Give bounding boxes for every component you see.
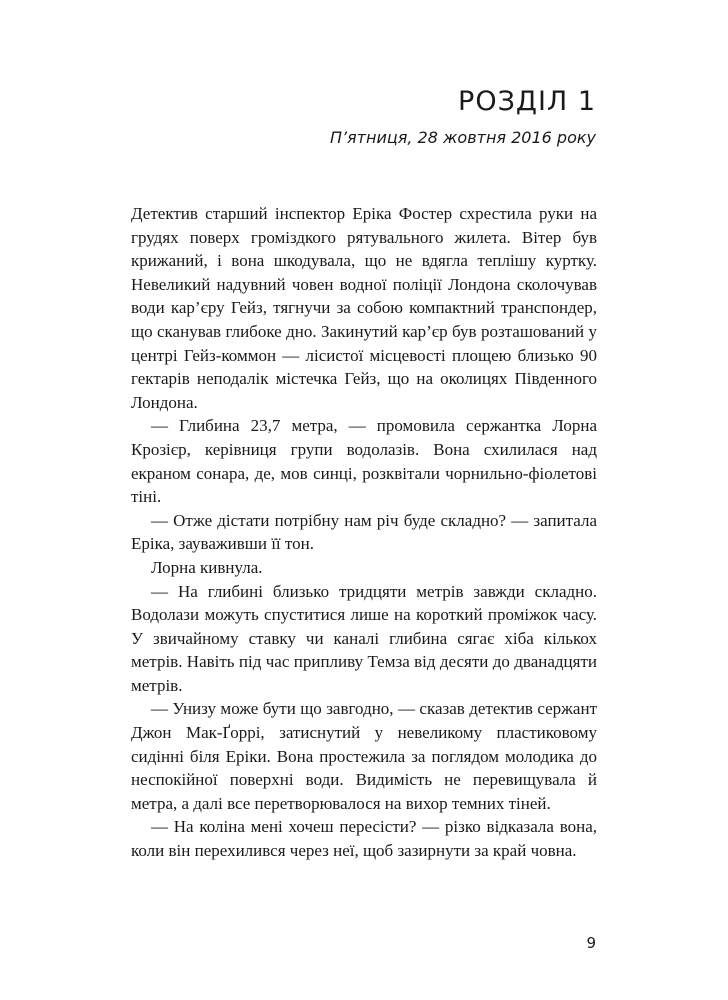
paragraph: Детектив старший інспектор Еріка Фостер схрестила руки на грудях поверх громіздкого рятувального жилета. Вітер був крижаний, і вона шкодувала, що не вдягла теплішу куртку. Невеликий надувний човен водної поліції Лондона сколочував води кар’єру Гейз, тягнучи за собою компактний транспондер, що сканував глибоке дно. Закинутий кар’єр був розташований у центрі Гейз-коммон — лісистої місцевості площею близько 90 гектарів неподалік містечка Гейз, що на околицях Південного Лондона. xyxy=(131,204,597,412)
paragraph: — На глибині близько тридцяти метрів завжди складно. Водолази можуть спуститися лише на короткий проміжок часу. У звичайному ставку чи каналі глибина сягає хіба кількох метрів. Навіть під час припливу Темза від десяти до дванадцяти метрів. xyxy=(131,581,597,695)
paragraph: — Глибина 23,7 метра, — промовила сержантка Лорна Крозієр, керівниця групи водолазів. Вона схилилася над екраном сонара, де, мов синці, розквітали чорнильно-фіолетові тіні. xyxy=(131,416,597,507)
paragraph: — Отже дістати потрібну нам річ буде складно? — запитала Еріка, зауваживши її тон. xyxy=(131,510,597,554)
paragraph: Лорна кивнула. xyxy=(151,557,263,577)
chapter-title: РОЗДІЛ 1 xyxy=(458,86,596,117)
chapter-date: П’ятниця, 28 жовтня 2016 року xyxy=(329,128,596,147)
paragraph: — Унизу може бути що завгодно, — сказав детектив сержант Джон Мак-Ґоррі, затиснутий у невеликому пластиковому сидінні біля Еріки. Вона простежила за поглядом молодика до неспокійної поверхні води. Видимість не перевищувала й метра, а далі все перетворювалося на вихор темних тіней. xyxy=(131,699,597,813)
paragraph: — На коліна мені хочеш пересісти? — різко відказала вона, коли він перехилився через неї, щоб зазирнути за край човна. xyxy=(131,817,597,861)
chapter-body xyxy=(131,202,597,863)
page-number: 9 xyxy=(586,934,596,952)
